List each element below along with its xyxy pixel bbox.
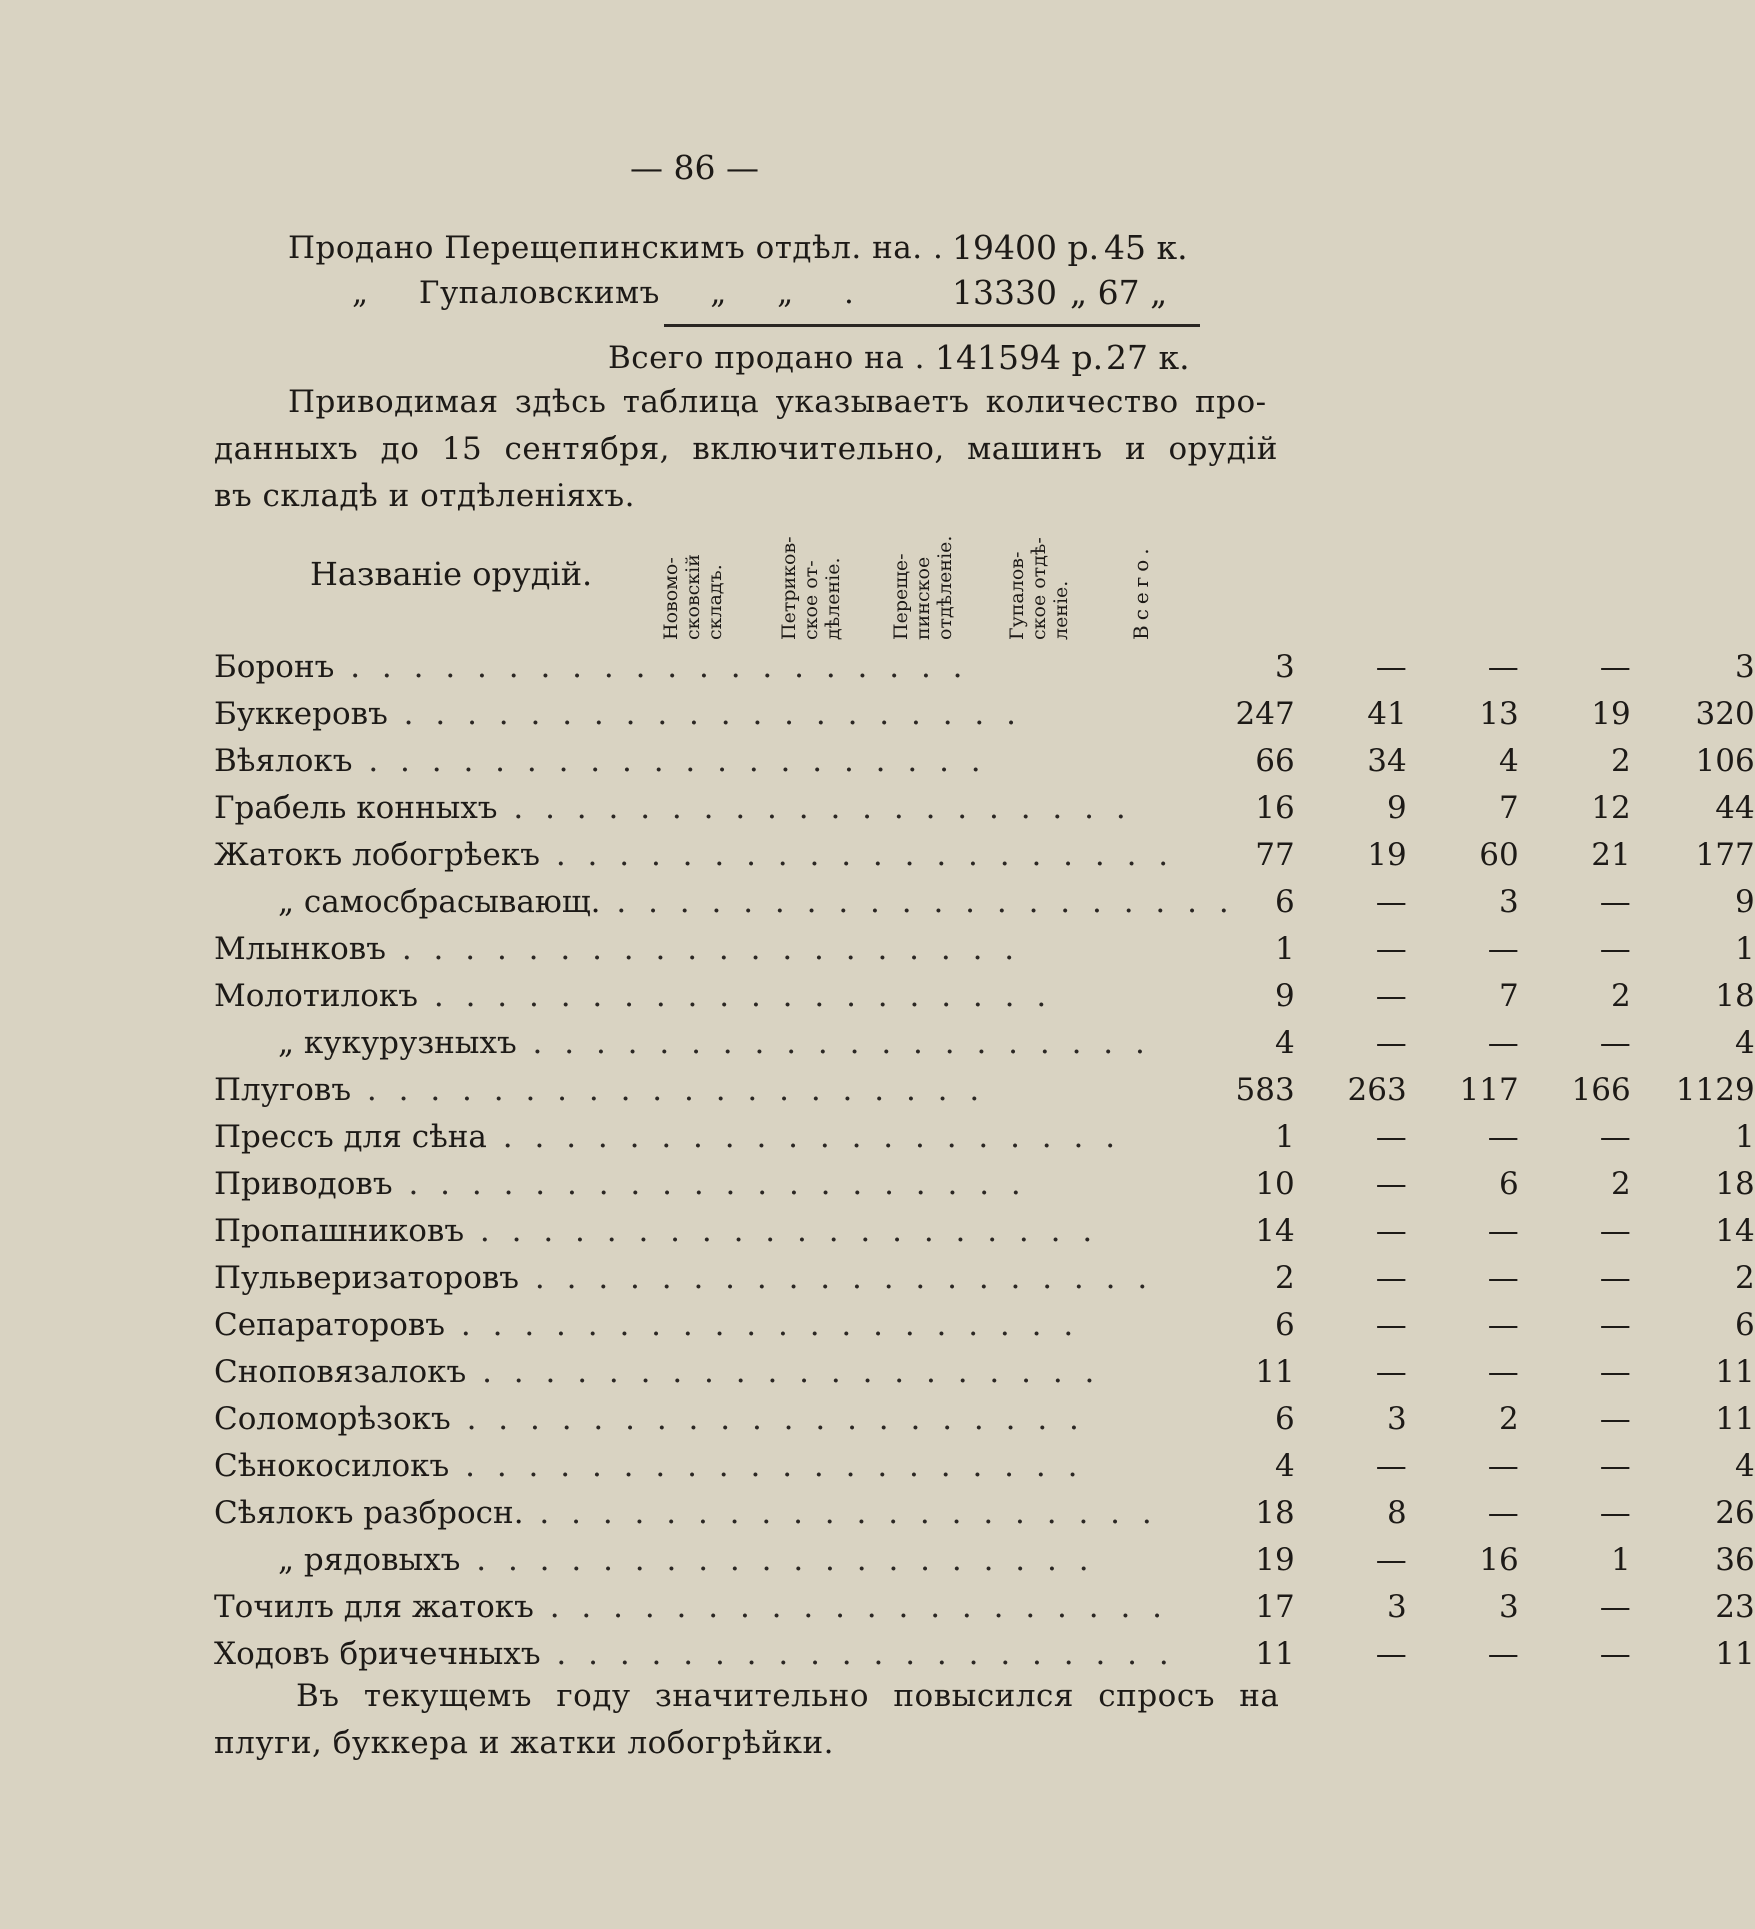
intro-line-1: Приводимая здѣсь таблица указываетъ количество про- [288, 384, 1267, 420]
cell-total: 14 [1715, 1212, 1755, 1249]
cell-pereshchepino: — [1487, 1353, 1519, 1390]
intro-line-3: въ складѣ и отдѣленіяхъ. [214, 478, 635, 514]
cell-total: 1129 [1675, 1071, 1755, 1108]
cell-total: 26 [1715, 1494, 1755, 1531]
table-row [214, 878, 1755, 925]
table-row [214, 925, 1755, 972]
table-row [214, 1160, 1755, 1207]
row-name-cell [214, 1160, 1235, 1207]
tools-table-body [214, 643, 1755, 1677]
sales-total-rub: 141594 р. [935, 338, 1104, 377]
cell-novomoskovsk: 4 [1274, 1024, 1295, 1061]
sales-line-1-rub: 19400 р. [952, 228, 1100, 267]
cell-pereshchepino: — [1487, 1259, 1519, 1296]
row-name: Соломорѣзокъ [214, 1400, 451, 1437]
cell-novomoskovsk: 6 [1274, 883, 1295, 920]
row-name-cell [214, 831, 1235, 878]
sales-line-1-label: Продано Перещепинскимъ отдѣл. на. . [288, 230, 944, 266]
table-row [214, 690, 1755, 737]
leader-dots: . . . . . . . . . . . . . . . . . . . . [539, 836, 1175, 873]
cell-gupalovka: — [1599, 1306, 1631, 1343]
table-row [214, 1207, 1755, 1254]
cell-petrikovka: — [1375, 930, 1407, 967]
cell-gupalovka: 12 [1591, 789, 1631, 826]
leader-dots: . . . . . . . . . . . . . . . . . . . . [486, 1118, 1122, 1155]
leader-dots: . . . . . . . . . . . . . . . . . . . . [519, 1259, 1154, 1296]
cell-total: 4 [1734, 1447, 1755, 1484]
row-name: Жатокъ лобогрѣекъ [214, 836, 540, 873]
row-name-cell [214, 878, 1235, 925]
cell-total: 6 [1734, 1306, 1755, 1343]
table-header-name: Названіе орудій. [310, 555, 593, 593]
leader-dots: . . . . . . . . . . . . . . . . . . . . [450, 1400, 1085, 1437]
cell-gupalovka: — [1599, 883, 1631, 920]
intro-line-2: данныхъ до 15 сентября, включительно, машинъ и орудій [214, 431, 1278, 467]
cell-pereshchepino: — [1487, 1118, 1519, 1155]
tools-table [214, 643, 1755, 1677]
leader-dots: . . . . . . . . . . . . . . . . . . . . [352, 742, 987, 779]
table-row [214, 1254, 1755, 1301]
cell-pereshchepino: — [1487, 1635, 1519, 1672]
cell-petrikovka: 41 [1367, 695, 1407, 732]
cell-petrikovka: — [1375, 1024, 1407, 1061]
row-name-cell [214, 972, 1235, 1019]
cell-petrikovka: — [1375, 1635, 1407, 1672]
row-name: Ходовъ бричечныхъ [214, 1635, 541, 1672]
row-name: „ рядовыхъ [278, 1541, 461, 1578]
cell-novomoskovsk: 2 [1274, 1259, 1295, 1296]
cell-pereshchepino: — [1487, 1447, 1519, 1484]
cell-pereshchepino: 13 [1479, 695, 1519, 732]
table-row [214, 643, 1755, 690]
cell-gupalovka: — [1599, 1494, 1631, 1531]
cell-gupalovka: — [1599, 1447, 1631, 1484]
table-row [214, 737, 1755, 784]
cell-petrikovka: 19 [1367, 836, 1407, 873]
footer-line-2: плуги, буккера и жатки лобогрѣйки. [214, 1725, 834, 1761]
cell-total: 9 [1734, 883, 1755, 920]
cell-petrikovka: — [1375, 1259, 1407, 1296]
row-name: Млынковъ [214, 930, 386, 967]
sum-rule [664, 324, 1200, 327]
table-row [214, 1348, 1755, 1395]
row-name: Сноповязалокъ [214, 1353, 467, 1390]
cell-total: 1 [1734, 930, 1755, 967]
cell-petrikovka: 3 [1386, 1588, 1407, 1625]
row-name-cell [214, 784, 1235, 831]
leader-dots: . . . . . . . . . . . . . . . . . . . . [523, 1494, 1158, 1531]
cell-total: 177 [1695, 836, 1755, 873]
sales-line-2-kop: „ 67 „ [1070, 273, 1168, 312]
cell-novomoskovsk: 10 [1255, 1165, 1295, 1202]
cell-pereshchepino: — [1487, 1306, 1519, 1343]
cell-total: 18 [1715, 1165, 1755, 1202]
sales-line-1-kop: 45 к. [1104, 228, 1188, 267]
cell-total: 106 [1695, 742, 1755, 779]
cell-novomoskovsk: 6 [1274, 1400, 1295, 1437]
cell-pereshchepino: — [1487, 1494, 1519, 1531]
page-number: — 86 — [630, 148, 759, 187]
cell-petrikovka: — [1375, 1212, 1407, 1249]
cell-total: 320 [1695, 695, 1755, 732]
cell-novomoskovsk: 247 [1235, 695, 1295, 732]
cell-gupalovka: 2 [1610, 977, 1631, 1014]
cell-petrikovka: 9 [1386, 789, 1407, 826]
cell-gupalovka: — [1599, 1635, 1631, 1672]
table-row [214, 831, 1755, 878]
row-name-cell [214, 643, 1235, 690]
row-name-cell [214, 1066, 1235, 1113]
cell-petrikovka: — [1375, 1447, 1407, 1484]
cell-novomoskovsk: 19 [1255, 1541, 1295, 1578]
leader-dots: . . . . . . . . . . . . . . . . . . . . [540, 1635, 1175, 1672]
table-row [214, 1301, 1755, 1348]
row-name: Молотилокъ [214, 977, 419, 1014]
table-row [214, 1536, 1755, 1583]
cell-petrikovka: 3 [1386, 1400, 1407, 1437]
row-name-cell [214, 1536, 1235, 1583]
cell-gupalovka: — [1599, 1024, 1631, 1061]
cell-pereshchepino: 6 [1498, 1165, 1519, 1202]
row-name: Сепараторовъ [214, 1306, 446, 1343]
cell-pereshchepino: 7 [1498, 789, 1519, 826]
sales-total-label: Всего продано на . [608, 340, 926, 376]
row-name-cell [214, 1442, 1235, 1489]
row-name: Боронъ [214, 648, 335, 685]
cell-novomoskovsk: 6 [1274, 1306, 1295, 1343]
cell-total: 11 [1715, 1353, 1755, 1390]
cell-pereshchepino: 117 [1459, 1071, 1519, 1108]
cell-gupalovka: 166 [1571, 1071, 1631, 1108]
table-row [214, 1066, 1755, 1113]
row-name-cell [214, 1630, 1235, 1677]
leader-dots: . . . . . . . . . . . . . . . . . . . . [387, 695, 1022, 732]
cell-novomoskovsk: 583 [1235, 1071, 1295, 1108]
row-name-cell [214, 1583, 1235, 1630]
footer-line-1: Въ текущемъ году значительно повысился спросъ на [296, 1678, 1280, 1714]
row-name: Приводовъ [214, 1165, 393, 1202]
table-row [214, 1019, 1755, 1066]
row-name-cell [214, 1207, 1235, 1254]
cell-gupalovka: — [1599, 1588, 1631, 1625]
cell-pereshchepino: — [1487, 1212, 1519, 1249]
leader-dots: . . . . . . . . . . . . . . . . . . . . [334, 648, 969, 685]
cell-novomoskovsk: 77 [1255, 836, 1295, 873]
cell-pereshchepino: 16 [1479, 1541, 1519, 1578]
cell-pereshchepino: 3 [1498, 883, 1519, 920]
cell-novomoskovsk: 11 [1255, 1635, 1295, 1672]
table-row [214, 1113, 1755, 1160]
cell-novomoskovsk: 1 [1274, 930, 1295, 967]
cell-petrikovka: — [1375, 648, 1407, 685]
row-name-cell [214, 690, 1235, 737]
cell-gupalovka: — [1599, 1259, 1631, 1296]
row-name-cell [214, 1395, 1235, 1442]
cell-gupalovka: — [1599, 930, 1631, 967]
row-name: Грабель конныхъ [214, 789, 498, 826]
row-name-cell [214, 1019, 1235, 1066]
sales-line-2-label: „ Гупаловскимъ „ „ . [352, 275, 855, 311]
cell-pereshchepino: — [1487, 1024, 1519, 1061]
cell-gupalovka: — [1599, 1353, 1631, 1390]
cell-gupalovka: 1 [1610, 1541, 1631, 1578]
row-name-cell [214, 1113, 1235, 1160]
cell-gupalovka: 21 [1591, 836, 1631, 873]
leader-dots: . . . . . . . . . . . . . . . . . . . . [533, 1588, 1169, 1625]
cell-total: 36 [1715, 1541, 1755, 1578]
cell-novomoskovsk: 16 [1255, 789, 1295, 826]
cell-petrikovka: — [1375, 1165, 1407, 1202]
leader-dots: . . . . . . . . . . . . . . . . . . . . [497, 789, 1132, 826]
table-row [214, 972, 1755, 1019]
row-name: Прессъ для сѣна [214, 1118, 487, 1155]
cell-novomoskovsk: 4 [1274, 1447, 1295, 1484]
cell-petrikovka: — [1375, 1118, 1407, 1155]
cell-petrikovka: — [1375, 883, 1407, 920]
table-row [214, 1489, 1755, 1536]
cell-gupalovka: — [1599, 1118, 1631, 1155]
column-header-pereshchepino: Перещe- пинское отдѣленіе. [890, 535, 956, 640]
cell-novomoskovsk: 11 [1255, 1353, 1295, 1390]
cell-novomoskovsk: 14 [1255, 1212, 1295, 1249]
row-name: Буккеровъ [214, 695, 388, 732]
cell-novomoskovsk: 66 [1255, 742, 1295, 779]
cell-gupalovka: 2 [1610, 1165, 1631, 1202]
sales-total-kop: 27 к. [1106, 338, 1190, 377]
leader-dots: . . . . . . . . . . . . . . . . . . . . [445, 1306, 1080, 1343]
cell-petrikovka: — [1375, 977, 1407, 1014]
cell-gupalovka: 2 [1610, 742, 1631, 779]
row-name: Пульверизаторовъ [214, 1259, 520, 1296]
row-name-cell [214, 1254, 1235, 1301]
cell-pereshchepino: — [1487, 930, 1519, 967]
table-row [214, 784, 1755, 831]
leader-dots: . . . . . . . . . . . . . . . . . . . . [460, 1541, 1095, 1578]
table-row [214, 1442, 1755, 1489]
cell-pereshchepino: — [1487, 648, 1519, 685]
cell-pereshchepino: 2 [1498, 1400, 1519, 1437]
cell-total: 23 [1715, 1588, 1755, 1625]
row-name: „ самосбрасывающ. [278, 883, 601, 920]
leader-dots: . . . . . . . . . . . . . . . . . . . . [600, 883, 1235, 920]
cell-pereshchepino: 7 [1498, 977, 1519, 1014]
cell-total: 11 [1715, 1635, 1755, 1672]
row-name-cell [214, 737, 1235, 784]
row-name-cell [214, 1348, 1235, 1395]
cell-novomoskovsk: 17 [1255, 1588, 1295, 1625]
leader-dots: . . . . . . . . . . . . . . . . . . . . [464, 1212, 1099, 1249]
column-header-petrikovka: Петриков- ское от- дѣленіе. [778, 536, 844, 640]
cell-total: 1 [1734, 1118, 1755, 1155]
leader-dots: . . . . . . . . . . . . . . . . . . . . [466, 1353, 1101, 1390]
cell-pereshchepino: 3 [1498, 1588, 1519, 1625]
cell-gupalovka: 19 [1591, 695, 1631, 732]
row-name: Пропашниковъ [214, 1212, 465, 1249]
cell-total: 4 [1734, 1024, 1755, 1061]
cell-total: 2 [1734, 1259, 1755, 1296]
row-name-cell [214, 1489, 1235, 1536]
cell-novomoskovsk: 3 [1274, 648, 1295, 685]
leader-dots: . . . . . . . . . . . . . . . . . . . . [392, 1165, 1027, 1202]
row-name: Сѣялокъ разбросн. [214, 1494, 524, 1531]
cell-novomoskovsk: 18 [1255, 1494, 1295, 1531]
cell-petrikovka: — [1375, 1306, 1407, 1343]
leader-dots: . . . . . . . . . . . . . . . . . . . . [351, 1071, 986, 1108]
column-header-novomoskovsk: Новомо- сковскій складъ. [660, 554, 726, 640]
cell-gupalovka: — [1599, 648, 1631, 685]
cell-petrikovka: — [1375, 1353, 1407, 1390]
cell-petrikovka: 34 [1367, 742, 1407, 779]
row-name: Вѣялокъ [214, 742, 353, 779]
leader-dots: . . . . . . . . . . . . . . . . . . . . [516, 1024, 1151, 1061]
cell-novomoskovsk: 1 [1274, 1118, 1295, 1155]
column-header-gupalovka: Гупалов- ское отдѣ- леніе. [1006, 537, 1072, 640]
leader-dots: . . . . . . . . . . . . . . . . . . . . [385, 930, 1021, 967]
column-header-total: Всего. [1129, 543, 1153, 640]
leader-dots: . . . . . . . . . . . . . . . . . . . . [449, 1447, 1084, 1484]
cell-total: 18 [1715, 977, 1755, 1014]
cell-total: 44 [1715, 789, 1755, 826]
cell-pereshchepino: 4 [1498, 742, 1519, 779]
cell-petrikovka: — [1375, 1541, 1407, 1578]
cell-petrikovka: 263 [1347, 1071, 1407, 1108]
row-name: Точилъ для жатокъ [214, 1588, 534, 1625]
cell-pereshchepino: 60 [1479, 836, 1519, 873]
row-name: „ кукурузныхъ [278, 1024, 517, 1061]
table-row [214, 1395, 1755, 1442]
cell-novomoskovsk: 9 [1274, 977, 1295, 1014]
row-name-cell [214, 1301, 1235, 1348]
cell-gupalovka: — [1599, 1212, 1631, 1249]
sales-line-2-rub: 13330 [952, 273, 1057, 312]
cell-total: 11 [1715, 1400, 1755, 1437]
cell-gupalovka: — [1599, 1400, 1631, 1437]
leader-dots: . . . . . . . . . . . . . . . . . . . . [418, 977, 1053, 1014]
table-row [214, 1583, 1755, 1630]
table-row [214, 1630, 1755, 1677]
row-name: Плуговъ [214, 1071, 352, 1108]
row-name: Сѣнокосилокъ [214, 1447, 450, 1484]
row-name-cell [214, 925, 1235, 972]
cell-petrikovka: 8 [1386, 1494, 1407, 1531]
cell-total: 3 [1734, 648, 1755, 685]
